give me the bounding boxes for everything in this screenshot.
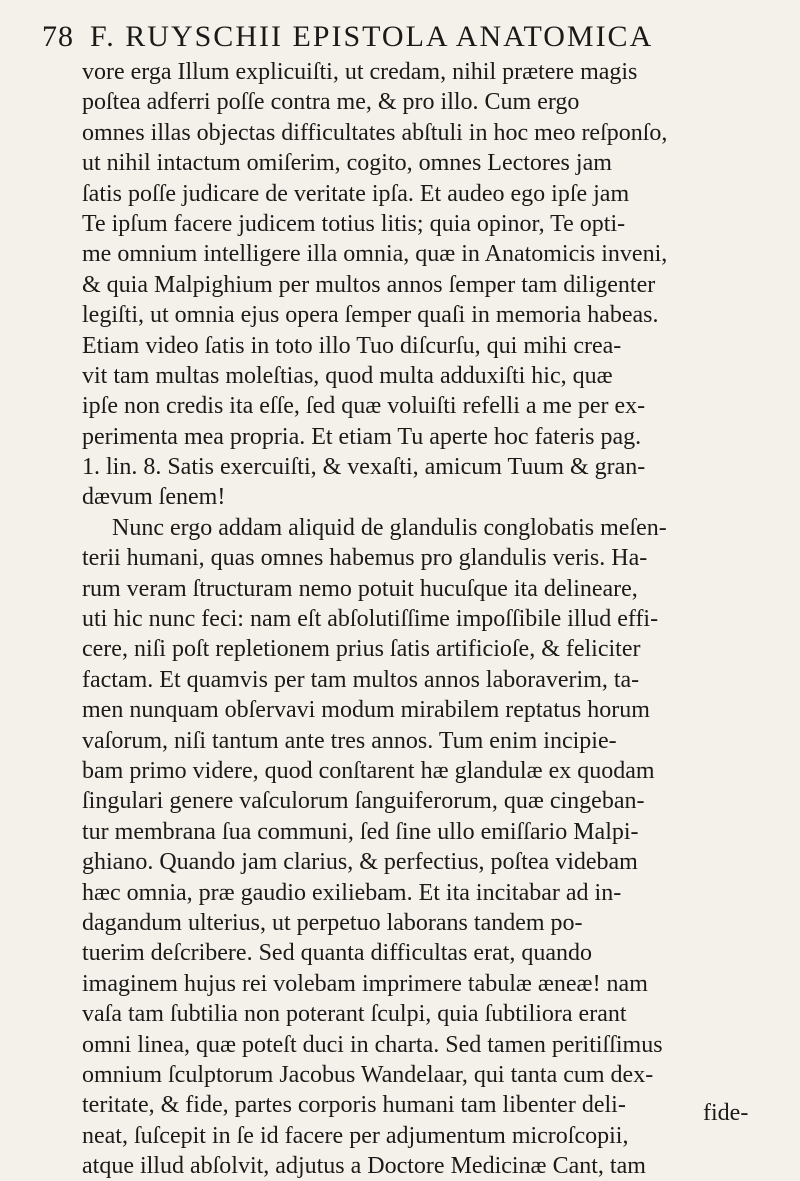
text-line: ghiano. Quando jam clarius, & perfectius, poſtea videbam: [82, 849, 638, 876]
text-line: vaſorum, niſi tantum ante tres annos. Tum enim incipie-: [82, 727, 617, 754]
text-line: omnium ſculptorum Jacobus Wandelaar, qui tanta cum dex-: [82, 1061, 654, 1088]
text-line: imaginem hujus rei volebam imprimere tabulæ æneæ! nam: [82, 970, 648, 997]
text-line: tuerim deſcribere. Sed quanta difficultas erat, quando: [82, 940, 593, 967]
text-line: ut nihil intactum omiſerim, cogito, omnes Lectores jam: [82, 150, 612, 177]
text-line: perimenta mea propria. Et etiam Tu aperte hoc fateris pag.: [82, 423, 642, 450]
text-line: cere, niſi poſt repletionem prius ſatis artificioſe, & feliciter: [82, 636, 641, 663]
text-line: poſtea adferri poſſe contra me, & pro illo. Cum ergo: [82, 89, 580, 116]
page-number: 78: [42, 20, 74, 53]
text-line: rum veram ſtructuram nemo potuit hucuſque ita delineare,: [82, 575, 638, 602]
page-header: [42, 20, 742, 56]
text-line: tur membrana ſua communi, ſed ſine ullo emiſſario Malpi-: [82, 818, 639, 845]
text-line: dagandum ulterius, ut perpetuo laborans tandem po-: [82, 909, 583, 936]
paragraph-start-line: Nunc ergo addam aliquid de glandulis conglobatis meſen-: [112, 514, 667, 541]
text-line: me omnium intelligere illa omnia, quæ in Anatomicis inveni,: [82, 241, 668, 268]
catchword: fide-: [703, 1100, 749, 1126]
body-text: [82, 57, 766, 1181]
text-line: ſatis poſſe judicare de veritate ipſa. Et audeo ego ipſe jam: [82, 180, 630, 207]
text-line: ipſe non credis ita eſſe, ſed quæ voluiſti refelli a me per ex-: [82, 393, 646, 420]
text-line: vaſa tam ſubtilia non poterant ſculpi, quia ſubtiliora erant: [82, 1001, 627, 1028]
text-line: Te ipſum facere judicem totius litis; quia opinor, Te opti-: [82, 210, 626, 237]
text-line: terii humani, quas omnes habemus pro glandulis veris. Ha-: [82, 545, 648, 572]
text-line: omni linea, quæ poteſt duci in charta. Sed tamen peritiſſimus: [82, 1031, 663, 1058]
running-title: F. RUYSCHII EPISTOLA ANATOMICA: [90, 20, 654, 53]
text-line: teritate, & fide, partes corporis humani tam libenter deli-: [82, 1092, 626, 1119]
text-line: men nunquam obſervavi modum mirabilem reptatus horum: [82, 697, 650, 724]
text-line: bam primo videre, quod conſtarent hæ glandulæ ex quodam: [82, 757, 655, 784]
text-line: neat, ſuſcepit in ſe id facere per adjumentum microſcopii,: [82, 1122, 629, 1149]
text-line: atque illud abſolvit, adjutus a Doctore Medicinæ Cant, tam: [82, 1153, 646, 1180]
text-line: 1. lin. 8. Satis exercuiſti, & vexaſti, amicum Tuum & gran-: [82, 454, 646, 481]
text-line: vore erga Illum explicuiſti, ut credam, nihil prætere magis: [82, 59, 638, 85]
text-line: ſingulari genere vaſculorum ſanguiferorum, quæ cingeban-: [82, 788, 645, 815]
text-line: omnes illas objectas difficultates abſtuli in hoc meo reſponſo,: [82, 119, 668, 146]
text-line: uti hic nunc feci: nam eſt abſolutiſſime impoſſibile illud effi-: [82, 606, 659, 633]
text-line: factam. Et quamvis per tam multos annos laboraverim, ta-: [82, 666, 640, 693]
text-line: hæc omnia, præ gaudio exiliebam. Et ita incitabar ad in-: [82, 879, 622, 906]
text-line: dævum ſenem!: [82, 484, 226, 511]
text-line: vit tam multas moleſtias, quod multa adduxiſti hic, quæ: [82, 362, 613, 389]
text-line: & quia Malpighium per multos annos ſemper tam diligenter: [82, 271, 656, 298]
text-line: Etiam video ſatis in toto illo Tuo diſcurſu, qui mihi crea-: [82, 332, 622, 359]
text-line: legiſti, ut omnia ejus opera ſemper quaſi in memoria habeas.: [82, 302, 659, 329]
